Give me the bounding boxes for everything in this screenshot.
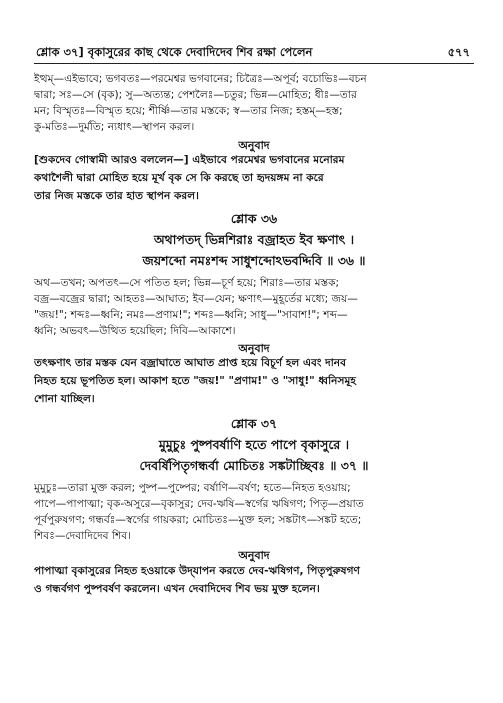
translation-line: ও গন্ধর্বগণ পুষ্পবর্ষণ করলেন। এখন দেবাদিদেব শিব ভয় মুক্ত হলেন। (34, 583, 320, 595)
synonyms-line: শিবঃ—দেবাদিদেব শিব। (34, 530, 131, 542)
verse-line: দেবর্ষিপিতৃগন্ধর্বা মোচিতঃ সঙ্কটাচ্ছিবঃ ॥ ৩৭ ॥ (139, 458, 369, 473)
translation-line: তার নিজ মস্তকে তার হাত স্থাপন করল। (34, 190, 199, 202)
translation-line: নিহত হয়ে ভূপতিত হল। আকাশ হতে "জয়!" "প্রণাম!" ও "সাধু!" ধ্বনিসমূহ (34, 375, 356, 387)
synonyms-line: ধ্বনি; অভবৎ—উত্থিত হয়েছিল; দিবি—আকাশে। (34, 325, 236, 337)
verse-heading: শ্লোক ৩৭ (230, 416, 278, 431)
verse-line: অথাপতদ্ ভিন্নশিরাঃ বজ্রাহত ইব ক্ষণাৎ । (153, 232, 355, 247)
translation-line: [শুকদেব গোস্বামী আরও বললেন—] এইভাবে পরমেশ্বর ভগবানের মনোরম (34, 154, 345, 166)
synonyms-line: কু-মতিঃ—দুর্মতি; ন্যধাৎ—স্থাপন করল। (34, 121, 195, 133)
verse-line: জয়শব্দো নমঃশব্দ সাধুশব্দোঽভবদ্দিবি ॥ ৩৬ ॥ (142, 253, 366, 268)
header-rule (34, 63, 474, 64)
translation-heading: অনুবাদ (238, 549, 270, 562)
page-number: ৫৭৭ (447, 45, 470, 59)
verse-heading: শ্লোক ৩৬ (230, 211, 278, 226)
synonyms-line: অথ—তখন; অপতৎ—সে পতিত হল; ভিন্ন—চূর্ণ হয়ে; শিরাঃ—তার মস্তক; (34, 277, 340, 289)
synonyms-line: পাপে—পাপাত্মা; বৃক-অসুরে—বৃকাসুর; দেব-ঋষি—স্বর্গের ঋষিগণ; পিতৃ—প্রয়াত (34, 498, 364, 510)
running-header (34, 44, 474, 64)
translation-line: শোনা যাচ্ছিল। (34, 393, 95, 405)
translation-line: পাপাত্মা বৃকাসুরের নিহত হওয়াকে উদ্‌যাপন করতে দেব-ঋষিগণ, পিতৃপুরুষগণ (34, 565, 360, 577)
verse-line: মুমুচুঃ পুষ্পবর্ষাণি হতে পাপে বৃকাসুরে । (158, 437, 350, 452)
header-title: শ্লোক ৩৭] বৃকাসুরের কাছ থেকে দেবাদিদেব শিব রক্ষা পেলেন (36, 45, 313, 59)
synonyms-line: দ্বারা; সঃ—সে (বৃক); সু—অত্যন্ত; পেশলৈঃ—চতুর; ভিন্ন—মোহিত; ধীঃ—তার (34, 89, 357, 101)
translation-line: কথাশৈলী দ্বারা মোহিত হয়ে মূর্খ বৃক সে কি করছে তা হৃদয়ঙ্গম না করে (34, 172, 324, 184)
translation-line: তৎক্ষণাৎ তার মস্তক যেন বজ্রাঘাতে আঘাত প্রাপ্ত হয়ে বিচূর্ণ হল এবং দানব (34, 357, 347, 369)
synonyms-line: মন; বিস্মৃতঃ—বিস্মৃত হয়ে; শীর্ষ্ণি—তার মস্তকে; স্ব—তার নিজ; হস্তম্—হস্ত; (34, 105, 343, 117)
synonyms-line: পূর্বপুরুষগণ; গন্ধর্বঃ—স্বর্গের গায়করা; মোচিতঃ—মুক্ত হল; সঙ্কটাৎ—সঙ্কট হতে; (34, 514, 362, 526)
synonyms-line: মুমুচুঃ—তারা মুক্ত করল; পুষ্প—পুষ্পের; বর্ষাণি—বর্ষণ; হতে—নিহত হওয়ায়; (34, 482, 351, 494)
synonyms-line: ইত্থম্—এইভাবে; ভগবতঃ—পরমেশ্বর ভগবানের; চিত্রৈঃ—অপূর্ব; বচোভিঃ—বচন (34, 73, 367, 85)
translation-heading: অনুবাদ (238, 139, 270, 152)
document-page (34, 0, 474, 703)
synonyms-line: বজ্র—বজ্রের দ্বারা; আহতঃ—আঘাত; ইব—যেন; ক্ষণাৎ—মুহূর্তের মধ্যে; জয়— (34, 293, 358, 305)
synonyms-line: "জয়!"; শব্দঃ—ধ্বনি; নমঃ—প্রণাম!"; শব্দঃ—ধ্বনি; সাধু—"সাবাশ!"; শব্দ— (34, 309, 348, 321)
translation-heading: অনুবাদ (238, 342, 270, 355)
